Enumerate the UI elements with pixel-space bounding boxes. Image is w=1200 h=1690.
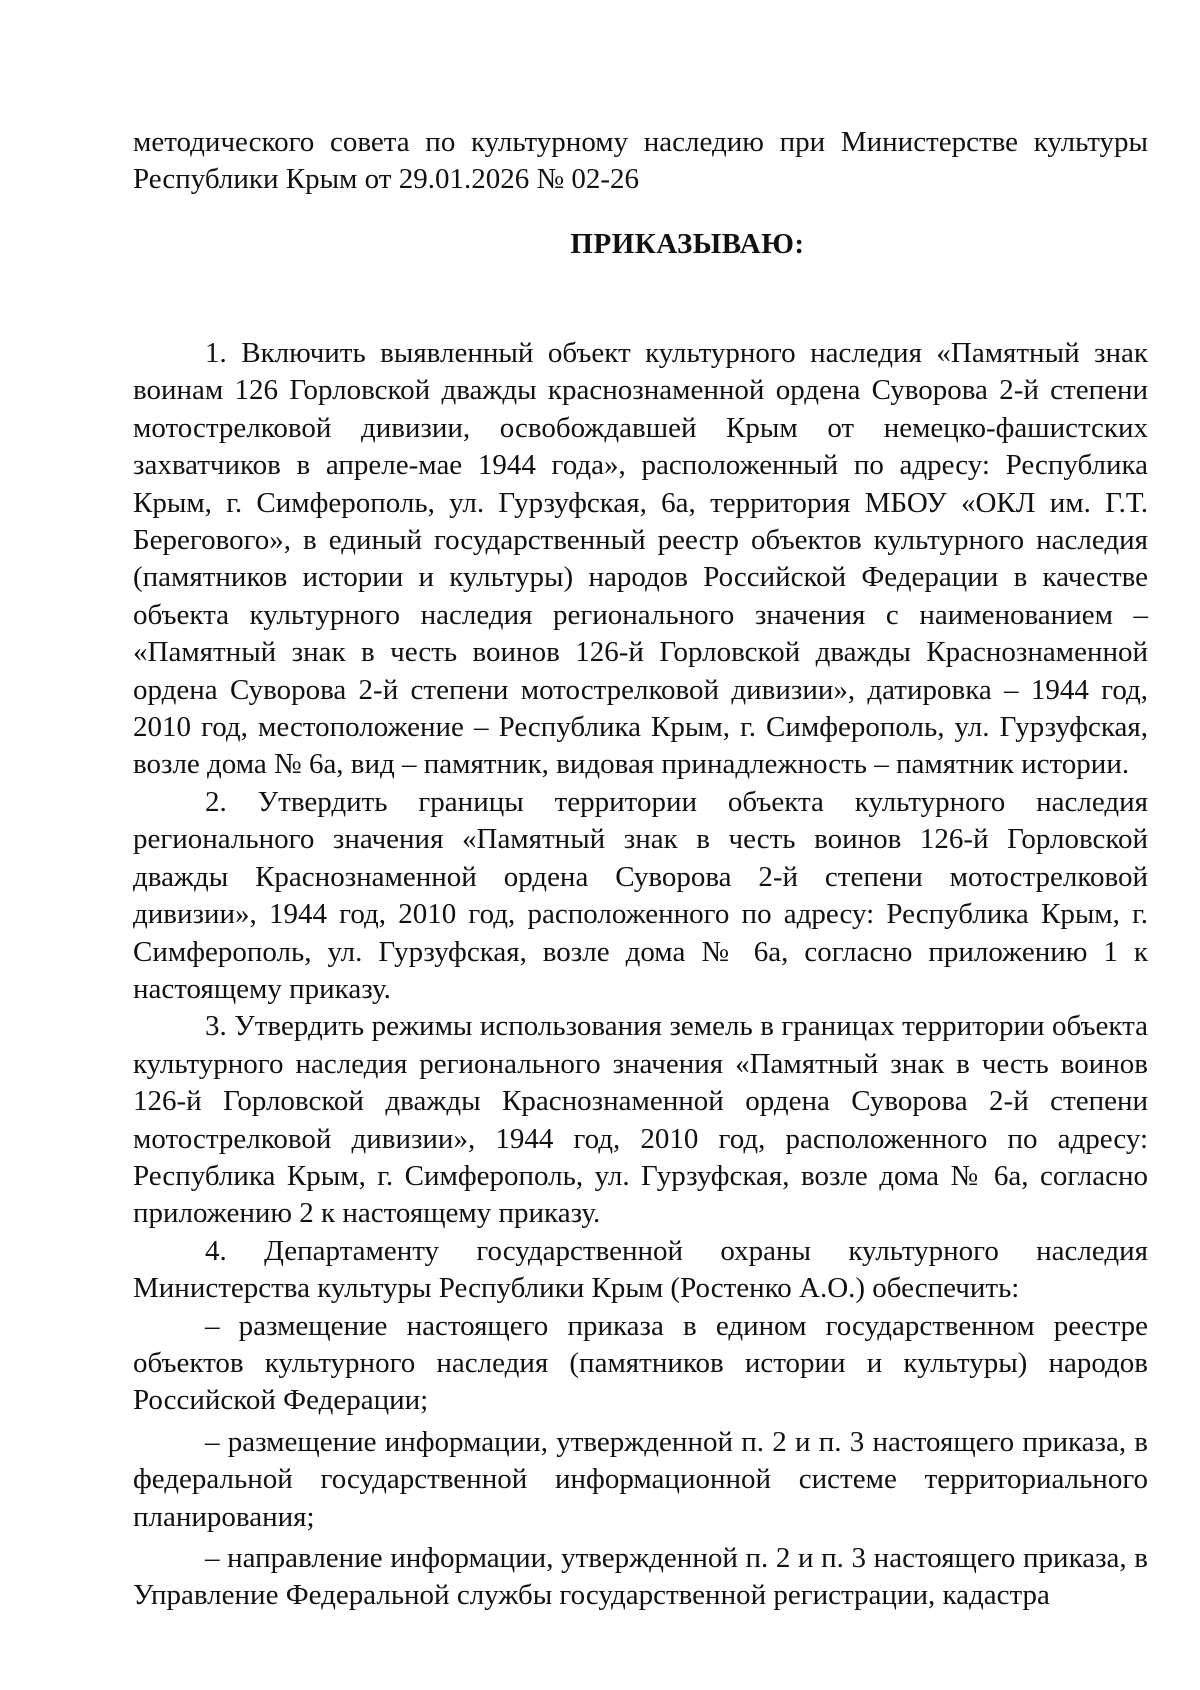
paragraph-dash-1: – размещение настоящего приказа в едином государственном реестре объектов культурного наследия (памятников истории и культуры) народов Российской Федерации;	[133, 1309, 1148, 1417]
paragraph-item-3: 3. Утвердить режимы использования земель в границах территории объекта культурного наследия регионального значения «Памятный знак в честь воинов 126-й Горловской дважды Краснознаменной ордена Суворова 2-й степени мотострелковой дивизии», 1944 год, 2010 год, расположенного по адресу: Республика Крым, г. Симферополь, ул. Гурзуфская, возле дома № 6а, согласно приложению 2 к настоящему приказу.	[133, 1010, 1148, 1230]
paragraph-item-2: 2. Утвердить границы территории объекта культурного наследия регионального значения «Памятный знак в честь воинов 126-й Горловской дважды Краснознаменной ордена Суворова 2-й степени мотострелковой дивизии», 1944 год, 2010 год, расположенного по адресу: Республика Крым, г. Симферополь, ул. Гурзуфская, возле дома № 6а, согласно приложению 1 к настоящему приказу.	[133, 785, 1148, 1005]
paragraph-dash-2: – размещение информации, утвержденной п. 2 и п. 3 настоящего приказа, в федеральной государственной информационной системе территориального планирования;	[133, 1425, 1148, 1533]
paragraph-dash-3: – направление информации, утвержденной п. 2 и п. 3 настоящего приказа, в Управление Федеральной службы государственной регистрации, кадастра	[133, 1542, 1148, 1612]
intro-text: методического совета по культурному наследию при Министерстве культуры Республики Крым от 29.01.2026 № 02-26	[133, 126, 1148, 196]
paragraph-item-4: 4. Департаменту государственной охраны культурного наследия Министерства культуры Республики Крым (Ростенко А.О.) обеспечить:	[133, 1234, 1148, 1305]
order-body	[133, 335, 1148, 1615]
order-heading: ПРИКАЗЫВАЮ:	[570, 228, 805, 260]
paragraph-item-1: 1. Включить выявленный объект культурного наследия «Памятный знак воинам 126 Горловской дважды краснознаменной ордена Суворова 2-й степени мотострелковой дивизии, освобождавшей Крым от немецко-фашистских захватчиков в апреле-мае 1944 года», расположенный по адресу: Республика Крым, г. Симферополь, ул. Гурзуфская, 6а, территория МБОУ «ОКЛ им. Г.Т. Берегового», в единый государственный реестр объектов культурного наследия (памятников истории и культуры) народов Российской Федерации в качестве объекта культурного наследия регионального значения с наименованием – «Памятный знак в честь воинов 126-й Горловской дважды Краснознаменной ордена Суворова 2-й степени мотострелковой дивизии», датировка – 1944 год, 2010 год, местоположение – Республика Крым, г. Симферополь, ул. Гурзуфская, возле дома № 6а, вид – памятник, видовая принадлежность – памятник истории.	[133, 337, 1148, 781]
